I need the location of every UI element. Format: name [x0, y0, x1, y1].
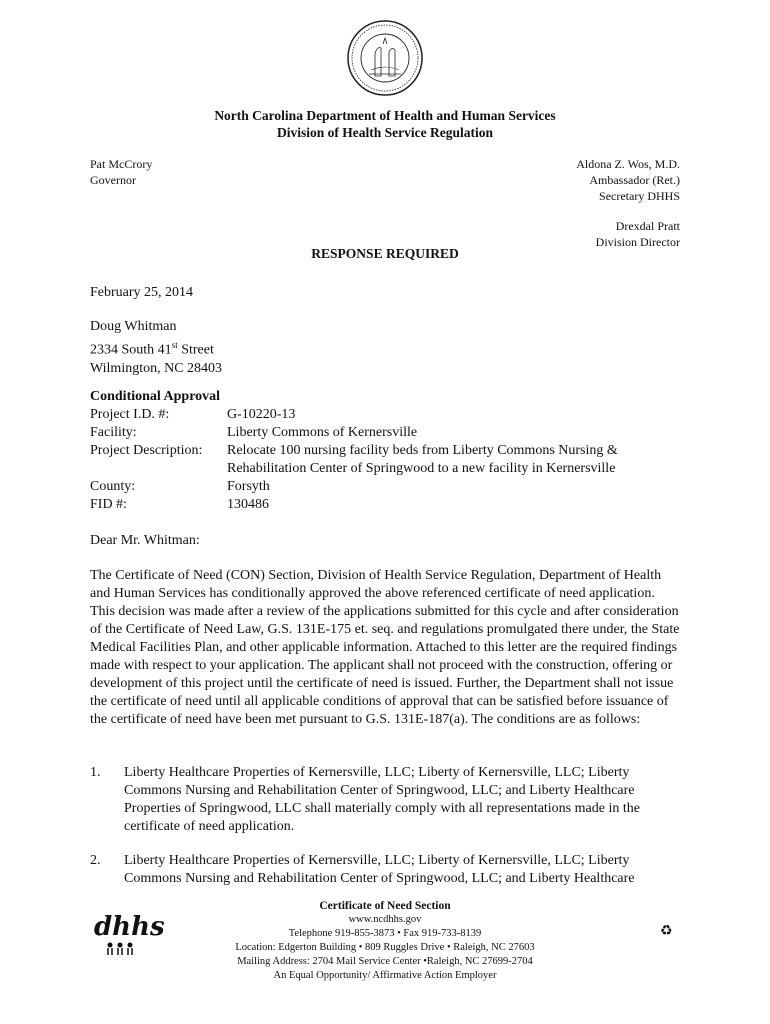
- response-required-heading: RESPONSE REQUIRED: [311, 246, 459, 261]
- footer-title: Certificate of Need Section: [319, 900, 451, 912]
- condition-text: Liberty Healthcare Properties of Kernersville, LLC; Liberty of Kernersville, LLC; Liberty Commons Nursing and Rehabilitation Center of Springwood, LLC; and Liberty Healthcare Properties of Springwood, LLC shall materially comply with all representations made in the certificate of need application.: [124, 765, 640, 834]
- condition-number: 1.: [90, 765, 101, 780]
- approval-details: [90, 388, 690, 514]
- condition-item: [90, 852, 680, 888]
- secretary-block: [576, 156, 680, 250]
- footer: [0, 899, 770, 983]
- governor-name: Pat McCrory: [90, 157, 153, 171]
- footer-location: Location: Edgerton Building • 809 Ruggles Drive • Raleigh, NC 27603: [235, 942, 535, 953]
- governor-block: [90, 156, 152, 188]
- department-name: North Carolina Department of Health and Human Services: [214, 108, 556, 123]
- field-fid: FID #: 130486: [90, 497, 269, 512]
- letter-date: February 25, 2014: [90, 285, 194, 300]
- recycle-icon: ♻: [660, 924, 673, 939]
- recipient-address: [90, 318, 680, 378]
- footer-eeo: An Equal Opportunity/ Affirmative Action Employer: [273, 970, 497, 981]
- footer-website[interactable]: www.ncdhhs.gov: [348, 914, 422, 925]
- condition-number: 2.: [90, 853, 101, 868]
- division-name: Division of Health Service Regulation: [277, 125, 493, 140]
- field-facility: Facility: Liberty Commons of Kernersville: [90, 425, 418, 440]
- secretary-title-1: Ambassador (Ret.): [589, 173, 680, 187]
- recipient-street: 2334 South 41st Street: [90, 340, 214, 358]
- recipient-city: Wilmington, NC 28403: [90, 360, 223, 376]
- state-seal-logo: [345, 18, 425, 98]
- salutation: Dear Mr. Whitman:: [90, 533, 200, 548]
- field-project-description: Project Description: Relocate 100 nursing facility beds from Liberty Commons Nursing & Rehabilitation Center of Springwood to a new facility in Kernersville: [90, 443, 618, 476]
- field-project-id: Project I.D. #: G-10220-13: [90, 407, 296, 422]
- secretary-name: Aldona Z. Wos, M.D.: [576, 157, 680, 171]
- governor-title: Governor: [90, 173, 136, 187]
- field-county: County: Forsyth: [90, 479, 270, 494]
- director-title: Division Director: [595, 235, 680, 249]
- footer-phone: Telephone 919-855-3873 • Fax 919-733-8139: [288, 928, 482, 939]
- conditional-approval-heading: Conditional Approval: [90, 389, 221, 404]
- condition-text: Liberty Healthcare Properties of Kernersville, LLC; Liberty of Kernersville, LLC; Liberty Commons Nursing and Rehabilitation Center of Springwood, LLC; and Liberty Healthcare: [124, 853, 635, 886]
- footer-mailing: Mailing Address: 2704 Mail Service Center •Raleigh, NC 27699-2704: [237, 956, 533, 967]
- body-paragraph: The Certificate of Need (CON) Section, Division of Health Service Regulation, Department of Health and Human Services has conditionally approved the above referenced certificate of need application. This decision was made after a review of the applications submitted for this cycle and after consideration of the Certificate of Need Law, G.S. 131E-175 et. seq. and regulations promulgated there under, the State Medical Facilities Plan, and other applicable information. Attached to this letter are the required findings made with respect to your application. The applicant shall not proceed with the construction, offering or development of this project until the certificate of need is issued. Further, the Department shall not issue the certificate of need until all applicable conditions of approval that can be satisfied before issuance of the certificate of need have been met pursuant to G.S. 131E-187(a). The conditions are as follows:: [90, 568, 680, 727]
- director-name: Drexdal Pratt: [615, 219, 680, 233]
- condition-item: [90, 764, 680, 836]
- secretary-title-2: Secretary DHHS: [599, 189, 680, 203]
- svg-text:dhhs: dhhs: [94, 912, 165, 942]
- recipient-name: Doug Whitman: [90, 319, 177, 334]
